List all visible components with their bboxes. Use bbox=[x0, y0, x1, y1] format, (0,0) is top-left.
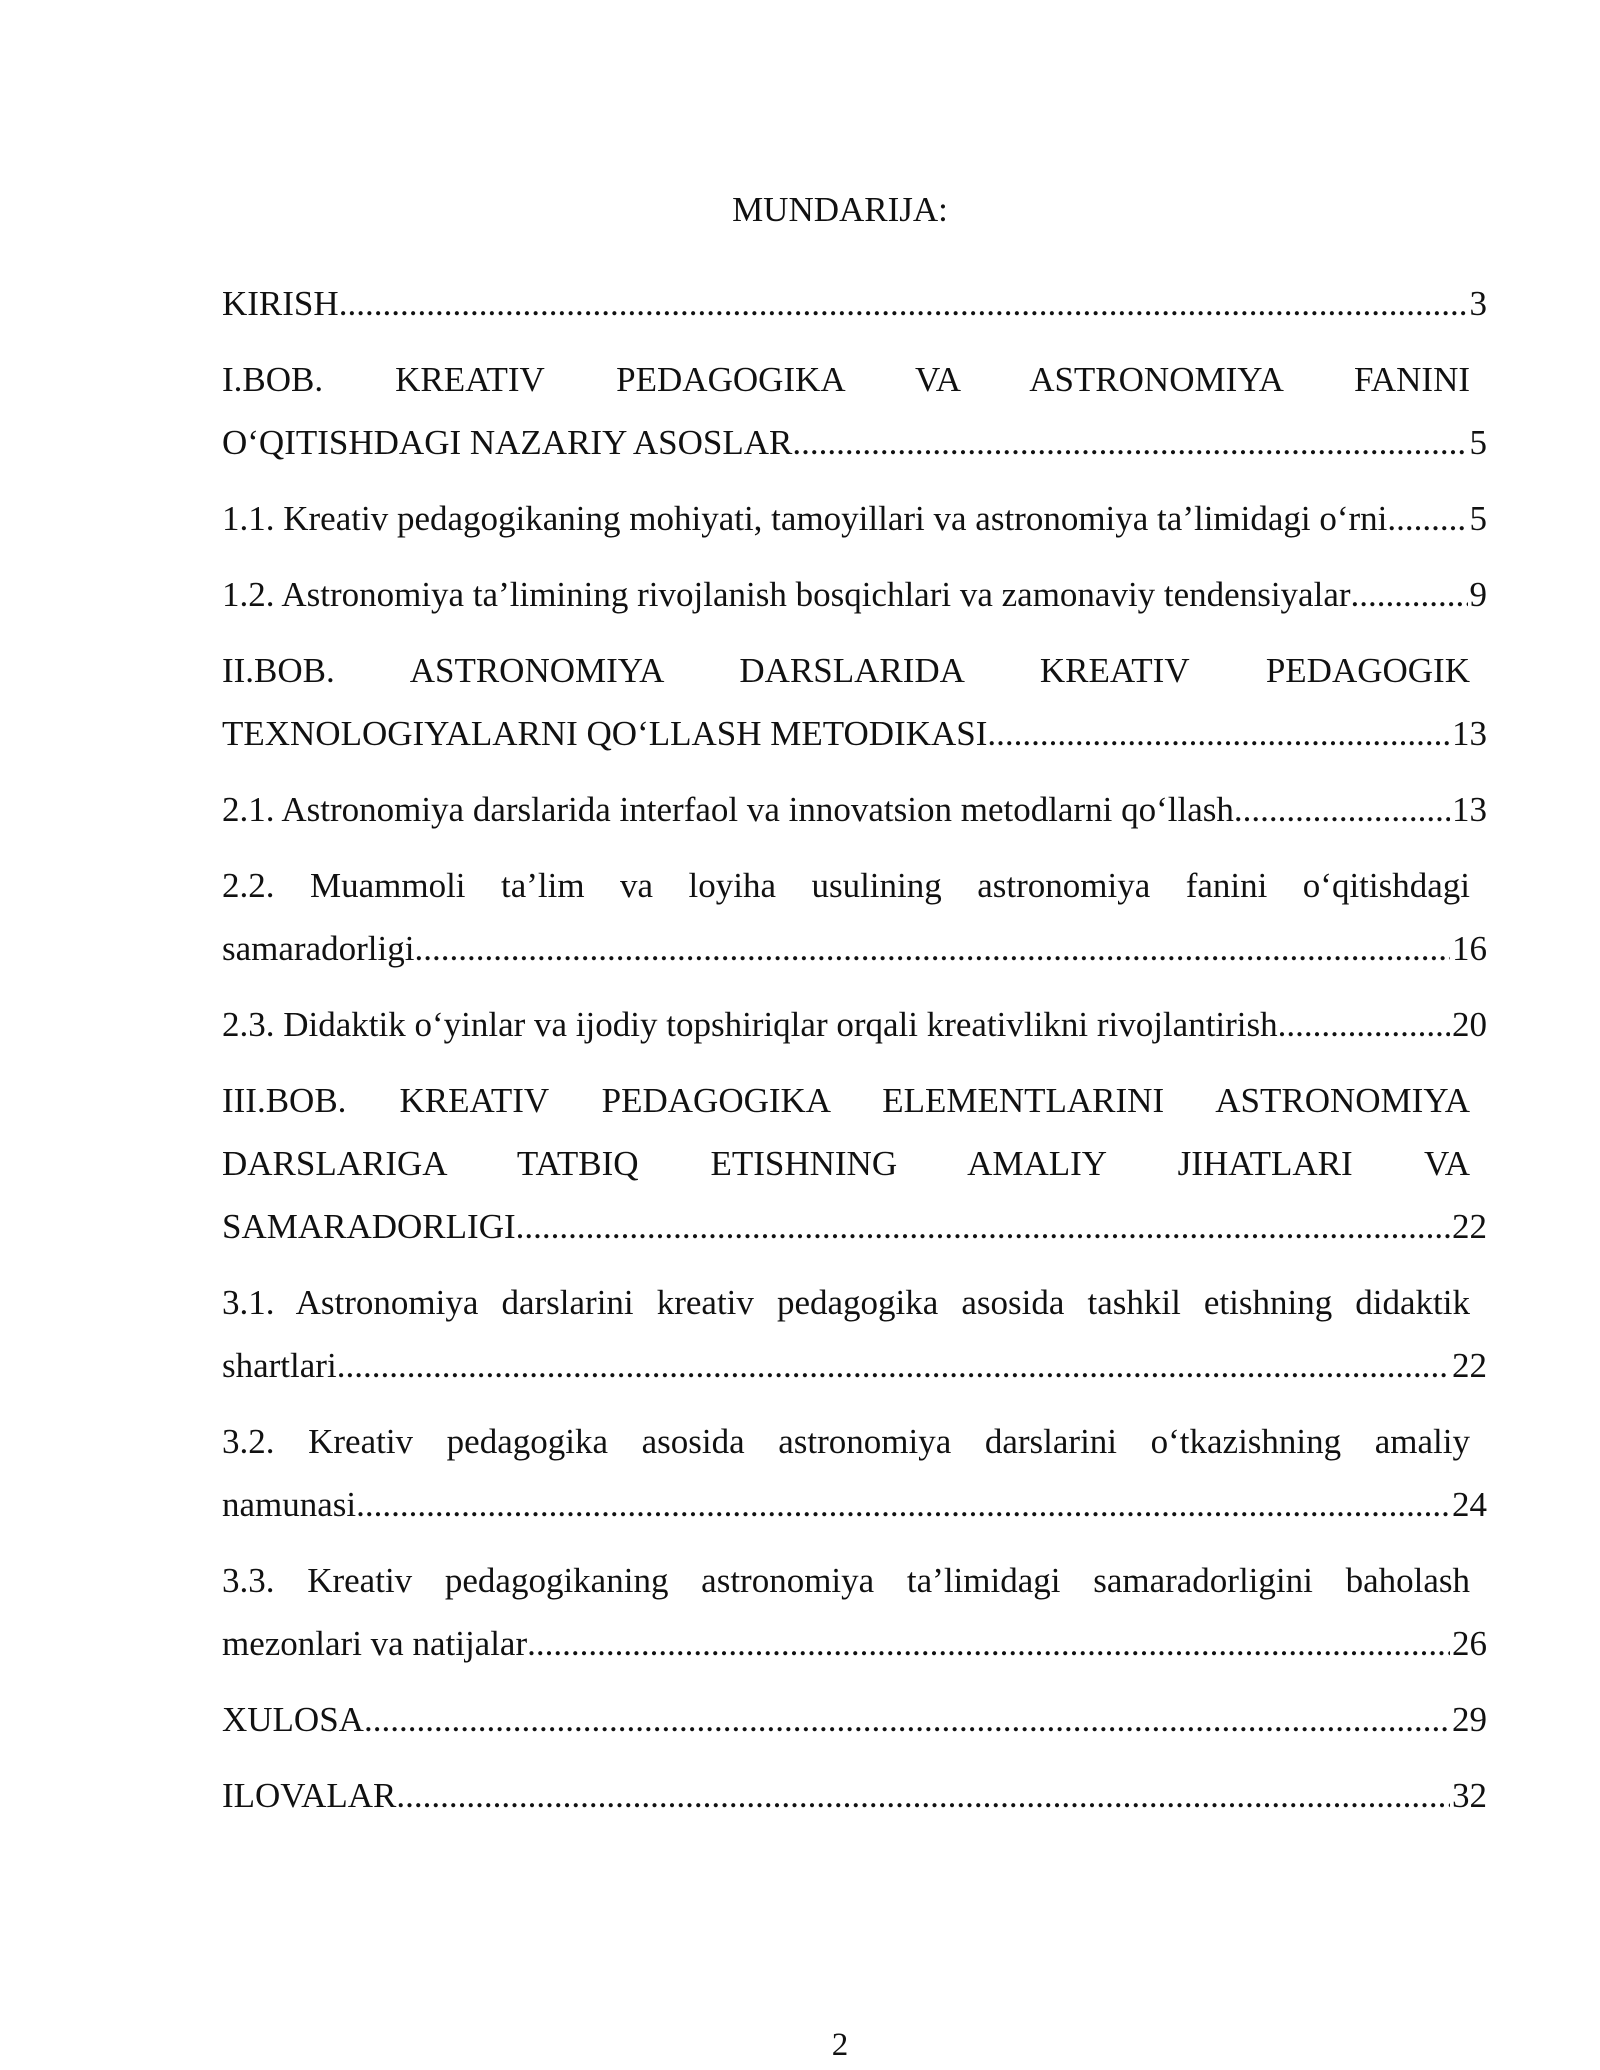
toc-leader-dots bbox=[396, 1764, 1450, 1827]
toc-entry-title: mezonlari va natijalar bbox=[222, 1624, 528, 1663]
toc-entry-chapter-3[interactable] bbox=[222, 1069, 1487, 1258]
toc-entry-title: samaradorligi bbox=[222, 929, 415, 968]
toc-entry-title: XULOSA bbox=[222, 1700, 364, 1739]
toc-entry-title: SAMARADORLIGI bbox=[222, 1207, 516, 1246]
toc-entry-title-line: DARSLARIGA TATBIQ ETISHNING AMALIY JIHATLARI VA bbox=[222, 1144, 1470, 1183]
toc-entry-section-3-3[interactable] bbox=[222, 1549, 1487, 1675]
toc-entry-title-line: III.BOB. KREATIV PEDAGOGIKA ELEMENTLARINI ASTRONOMIYA bbox=[222, 1081, 1470, 1120]
toc-entry-title: namunasi bbox=[222, 1485, 357, 1524]
toc-entry-chapter-2[interactable] bbox=[222, 639, 1487, 765]
toc-page-number: 5 bbox=[1469, 423, 1487, 462]
toc-leader-dots bbox=[1234, 778, 1450, 841]
toc-leader-dots bbox=[364, 1688, 1450, 1751]
toc-entry-title-line: 3.3. Kreativ pedagogikaning astronomiya ta’limidagi samaradorligini baholash bbox=[222, 1561, 1470, 1600]
toc-leader-dots bbox=[337, 1334, 1450, 1397]
toc-entry-title: 1.2. Astronomiya ta’limining rivojlanish bosqichlari va zamonaviy tendensiyalar bbox=[222, 575, 1351, 614]
toc-entry-title: 1.1. Kreativ pedagogikaning mohiyati, tamoyillari va astronomiya ta’limidagi o‘rni bbox=[222, 499, 1388, 538]
toc-page-number: 29 bbox=[1452, 1700, 1487, 1739]
toc-entry-title-line: 3.1. Astronomiya darslarini kreativ pedagogika asosida tashkil etishning didaktik bbox=[222, 1283, 1470, 1322]
toc-leader-dots bbox=[356, 1473, 1450, 1536]
toc-entry-section-3-1[interactable] bbox=[222, 1271, 1487, 1397]
toc-heading: MUNDARIJA: bbox=[732, 190, 948, 229]
toc-leader-dots bbox=[1278, 993, 1450, 1056]
toc-page-number: 22 bbox=[1452, 1346, 1487, 1385]
toc-page-number: 16 bbox=[1452, 929, 1487, 968]
toc-entry-title: ILOVALAR bbox=[222, 1776, 397, 1815]
toc-entry-title: 2.3. Didaktik o‘yinlar va ijodiy topshiriqlar orqali kreativlikni rivojlantirish bbox=[222, 1005, 1278, 1044]
toc-entry-title: O‘QITISHDAGI NAZARIY ASOSLAR bbox=[222, 423, 793, 462]
page-number: 2 bbox=[831, 2027, 849, 2063]
toc-page-number: 5 bbox=[1469, 499, 1487, 538]
toc-entry-title: shartlari bbox=[222, 1346, 337, 1385]
toc-entry-xulosa[interactable] bbox=[222, 1688, 1487, 1751]
toc-page-number: 24 bbox=[1452, 1485, 1487, 1524]
toc-page-number: 3 bbox=[1469, 284, 1487, 323]
toc-leader-dots bbox=[792, 411, 1467, 474]
toc-leader-dots bbox=[414, 917, 1450, 980]
toc-page-number: 13 bbox=[1452, 714, 1487, 753]
toc-entry-chapter-1[interactable] bbox=[222, 348, 1487, 474]
toc-entry-section-1-2[interactable] bbox=[222, 563, 1487, 626]
toc-page-number: 32 bbox=[1452, 1776, 1487, 1815]
toc-entry-title-line: II.BOB. ASTRONOMIYA DARSLARIDA KREATIV PEDAGOGIK bbox=[222, 651, 1470, 690]
toc-page-number: 26 bbox=[1452, 1624, 1487, 1663]
toc-entry-title: KIRISH bbox=[222, 284, 339, 323]
toc-leader-dots bbox=[339, 272, 1468, 335]
toc-page-number: 20 bbox=[1452, 1005, 1487, 1044]
toc-leader-dots bbox=[1351, 563, 1468, 626]
toc-entry-section-3-2[interactable] bbox=[222, 1410, 1487, 1536]
toc-page-number: 22 bbox=[1452, 1207, 1487, 1246]
toc-leader-dots bbox=[1387, 487, 1467, 550]
toc-entry-title-line: I.BOB. KREATIV PEDAGOGIKA VA ASTRONOMIYA FANINI bbox=[222, 360, 1470, 399]
toc-entry-title-line: 2.2. Muammoli ta’lim va loyiha usulining astronomiya fanini o‘qitishdagi bbox=[222, 866, 1470, 905]
toc-entry-section-1-1[interactable] bbox=[222, 487, 1487, 550]
toc-entry-title-line: 3.2. Kreativ pedagogika asosida astronomiya darslarini o‘tkazishning amaliy bbox=[222, 1422, 1470, 1461]
toc-leader-dots bbox=[987, 702, 1450, 765]
toc-entry-kirish[interactable] bbox=[222, 272, 1487, 335]
toc-leader-dots bbox=[516, 1195, 1450, 1258]
toc-leader-dots bbox=[527, 1612, 1450, 1675]
toc-entry-section-2-2[interactable] bbox=[222, 854, 1487, 980]
table-of-contents bbox=[222, 272, 1487, 1840]
toc-entry-ilovalar[interactable] bbox=[222, 1764, 1487, 1827]
toc-entry-section-2-1[interactable] bbox=[222, 778, 1487, 841]
toc-page-number: 13 bbox=[1452, 790, 1487, 829]
toc-entry-title: TEXNOLOGIYALARNI QO‘LLASH METODIKASI bbox=[222, 714, 988, 753]
toc-page-number: 9 bbox=[1469, 575, 1487, 614]
toc-entry-title: 2.1. Astronomiya darslarida interfaol va innovatsion metodlarni qo‘llash bbox=[222, 790, 1234, 829]
toc-entry-section-2-3[interactable] bbox=[222, 993, 1487, 1056]
